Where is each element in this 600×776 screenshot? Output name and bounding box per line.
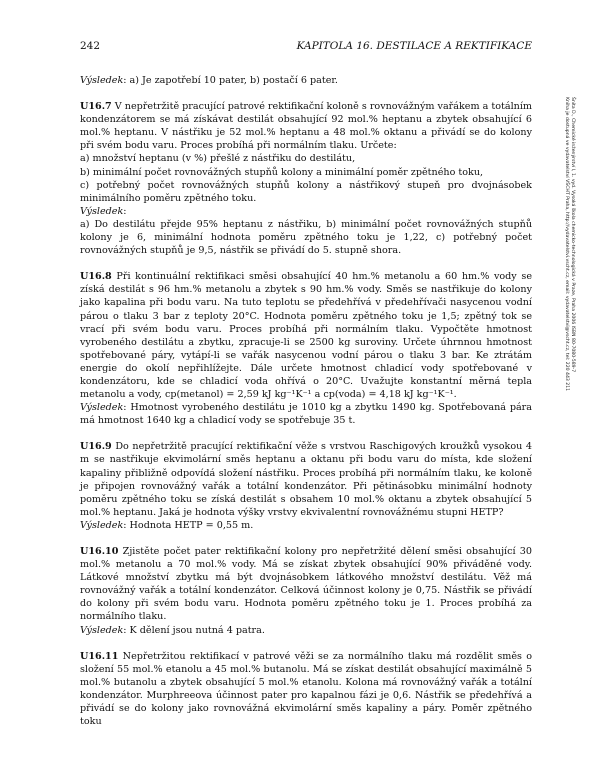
exercise-u16-8 (80, 270, 532, 401)
exercise-text: Při kontinuální rektifikaci směsi obsahující 40 hm.% metanolu a 60 hm.% vody se získá destilát s 96 hm.% metanolu a zbytek s 90 hm.% vody. Směs se nastřikuje do kolony jako kapalina při bodu varu. Na tuto teplotu se předehřívá v předehřívači nasycenou vodní párou o tlaku 3 bar z teploty 20°C. Hodnota poměru zpětného toku je 1,5; zpětný tok se vrací při svém bodu varu. Proces probíhá při normálním tlaku. Vypočtěte hmotnost vyrobeného destilátu a zbytku, zpracuje-li se 2500 kg suroviny. Určete úhrnnou hmotnost spotřebované páry, vytápí-li se vařák nasycenou vodní párou o tlaku 3 bar. Ke ztrátám energie do okolí nepřihlížejte. Dále určete hmotnost chladicí vody spotřebované v kondenzátoru, kde se chladicí voda ohřívá o 20°C. Uvažujte konstantní měrná tepla metanolu a vody, cp(metanol) = 2,59 kJ kg⁻¹K⁻¹ a cp(voda) = 4,18 kJ kg⁻¹K⁻¹. (80, 271, 532, 401)
side-note-line-1: Šnita D., Chemické inženýrství I, 1. vyd. Vysoká škola chemicko-technologická v Praze, Praha 2006 ISBN 80-7080-589-7 (570, 97, 575, 373)
result-label: Výsledek (80, 205, 124, 217)
page-number: 242 (80, 40, 101, 52)
exercise-u16-11 (80, 650, 532, 729)
exercise-text: Do nepřetržitě pracující rektifikační věže s vrstvou Raschigových kroužků vysokou 4 m se nastřikuje ekvimolární směs heptanu a oktanu při bodu varu do místa, kde složení kapaliny přibližně odpovídá složení nástřiku. Proces probíhá při normálním tlaku, ke koloně je připojen rovnovážný vařák a totální kondenzátor. Při pětinásobku minimální hodnoty poměru zpětného toku se získá destilát s obsahem 10 mol.% oktanu a zbytek obsahující 5 mol.% heptanu. Jaká je hodnota výšky vrstvy ekvivalentní rovnovážnému stupni HETP? (80, 441, 532, 518)
result-text: : a) Je zapotřebí 10 pater, b) postačí 6 pater. (123, 75, 338, 86)
exercise-result-heading (80, 205, 532, 218)
result-label: Výsledek (80, 75, 124, 86)
exercise-number: U16.11 (80, 650, 119, 662)
exercise-item: a) množství heptanu (v %) přešlé z nástřiku do destilátu, (80, 153, 356, 165)
exercise-number: U16.10 (80, 546, 119, 557)
result-text: Hmotnost vyrobeného destilátu je 1010 kg a zbytku 1490 kg. Spotřebovaná pára má hmotnost 1640 kg a chladicí vody se spotřebuje 35 t. (80, 402, 532, 427)
exercise-number: U16.7 (80, 101, 112, 113)
result-colon: : (123, 205, 127, 217)
exercise-number: U16.9 (80, 441, 112, 453)
result-text: K dělení jsou nutná 4 patra. (126, 624, 265, 636)
intro-result (80, 74, 532, 87)
page-body (80, 74, 532, 728)
exercise-item: c) potřebný počet rovnovážných stupňů kolony a nástřikový stupeň pro dvojnásobek minimálního poměru zpětného toku. (80, 179, 532, 204)
result-colon: : (123, 402, 127, 414)
exercise-item: b) minimální počet rovnovážných stupňů kolony a minimální poměr zpětného toku, (80, 166, 484, 178)
result-colon: : (123, 624, 127, 636)
exercise-text: Nepřetržitou rektifikací v patrové věži se za normálního tlaku má rozdělit směs o složení 55 mol.% etanolu a 45 mol.% butanolu. Má se získat destilát obsahující maximálně 5 mol.% butanolu a zbytek obsahující 5 mol.% etanolu. Kolona má rovnovážný vařák a totální kondenzátor. Murphreeova účinnost pater pro kapalnou fázi je 0,6. Nástřik se předehřívá a přivádí se do kolony jako rovnovážná ekvimolární směs kapaliny a páry. Poměr zpětného toku (80, 650, 532, 728)
page-header (80, 40, 532, 54)
result-colon: : (123, 519, 127, 531)
result-label: Výsledek (80, 519, 124, 531)
exercise-text: V nepřetržitě pracující patrové rektifikační koloně s rovnovážným vařákem a totálním kondenzátorem se má získávat destilát obsahující 92 mol.% heptanu a zbytek obsahující 6 mol.% heptanu. V nástřiku je 52 mol.% heptanu a 48 mol.% oktanu a přivádí se do kolony při svém bodu varu. Proces probíhá při normálním tlaku. Určete: (80, 101, 532, 152)
exercise-text: Zjistěte počet pater rektifikační kolony pro nepřetržité dělení směsi obsahující 30 mol.% metanolu a 70 mol.% vody. Má se získat zbytek obsahující 90% přiváděné vody. Látkové množství zbytku má být dvojnásobkem látkového množství destilátu. Věž má rovnovážný vařák a totální kondenzátor. Celková účinnost kolony je 0,75. Nástřik se přivádí do kolony při svém bodu varu. Hodnota poměru zpětného toku je 1. Proces probíhá za normálního tlaku. (80, 546, 532, 623)
result-text: Hodnota HETP = 0,55 m. (126, 519, 254, 531)
exercise-result: a) Do destilátu přejde 95% heptanu z nástřiku, b) minimální počet rovnovážných stupňů kolony je 6, minimální hodnota poměru zpětného toku je 1,22, c) potřebný počet rovnovážných stupňů je 9,5, nástřik se přivádí do 5. stupně shora. (80, 218, 532, 257)
side-note-text (563, 97, 575, 391)
side-note-line-2: Kniha je dostupná ve vydavatelství VŠCHT Praha, http://vydavatelstvi.vscht.cz, email: vydavatelstvi@vscht.cz, tel: 220 443 211 (564, 97, 569, 392)
exercise-u16-9 (80, 440, 532, 519)
exercise-number: U16.8 (80, 271, 112, 283)
exercise-u16-7 (80, 100, 532, 152)
side-copyright-note (564, 97, 575, 537)
exercise-result (80, 519, 532, 532)
result-label: Výsledek (80, 624, 124, 636)
exercise-result (80, 624, 532, 637)
exercise-u16-10 (80, 545, 532, 624)
exercise-result (80, 401, 532, 427)
result-label: Výsledek (80, 402, 124, 414)
running-title: KAPITOLA 16. DESTILACE A REKTIFIKACE (296, 40, 532, 52)
